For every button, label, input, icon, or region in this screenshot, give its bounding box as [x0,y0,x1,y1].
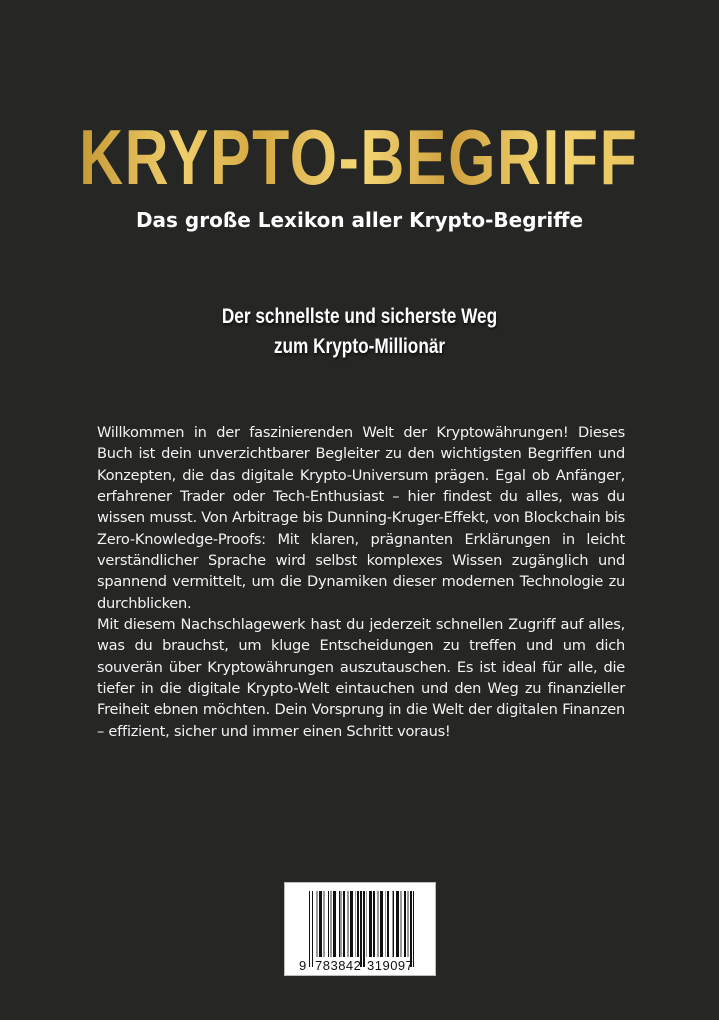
blurb-paragraph-2: Mit diesem Nachschlagewerk hast du jederzeit schnellen Zugriff auf alles, was du brauchst, um kluge Entscheidungen zu treffen und um dich souverän über Kryptowährungen auszutauschen. Es ist ideal für alle, die tiefer in die digitale Krypto-Welt eintauchen und den Weg zu finanzieller Freiheit ebnen möchten. Dein Vorsprung in die Welt der digitalen Finanzen – effizient, sicher und immer einen Schritt voraus! [97,616,625,740]
isbn-barcode [284,882,436,976]
blurb-paragraph-1: Willkommen in der faszinierenden Welt der Kryptowährungen! Dieses Buch ist dein unverzichtbarer Begleiter zu den wichtigsten Begriffen und Konzepten, die das digitale Krypto-Universum prägen. Egal ob Anfänger, erfahrener Trader oder Tech-Enthusiast – hier findest du alles, was du wissen musst. Von Arbitrage bis Dunning-Kruger-Effekt, von Blockchain bis Zero-Knowledge-Proofs: Mit klaren, prägnanten Erklärungen in leicht verständlicher Sprache wird selbst komplexes Wissen zugänglich und spannend vermittelt, um die Dynamiken dieser modernen Technologie zu durchblicken. [97,424,625,612]
tagline [65,302,655,362]
barcode-bar [413,891,414,967]
isbn-group-1: 783842 [315,958,362,973]
book-subtitle: Das große Lexikon aller Krypto-Begriffe [135,208,584,232]
tagline-line-2: zum Krypto-Millionär [273,335,446,358]
tagline-line-1: Der schnellste und sicherste Weg [221,305,498,328]
isbn-group-2: 319097 [367,958,414,973]
book-title: KRYPTO-BEGRIFFE [79,113,681,201]
isbn-lead-digit: 9 [299,958,307,973]
blurb-text [97,422,625,742]
barcode-bars-icon [309,891,415,967]
